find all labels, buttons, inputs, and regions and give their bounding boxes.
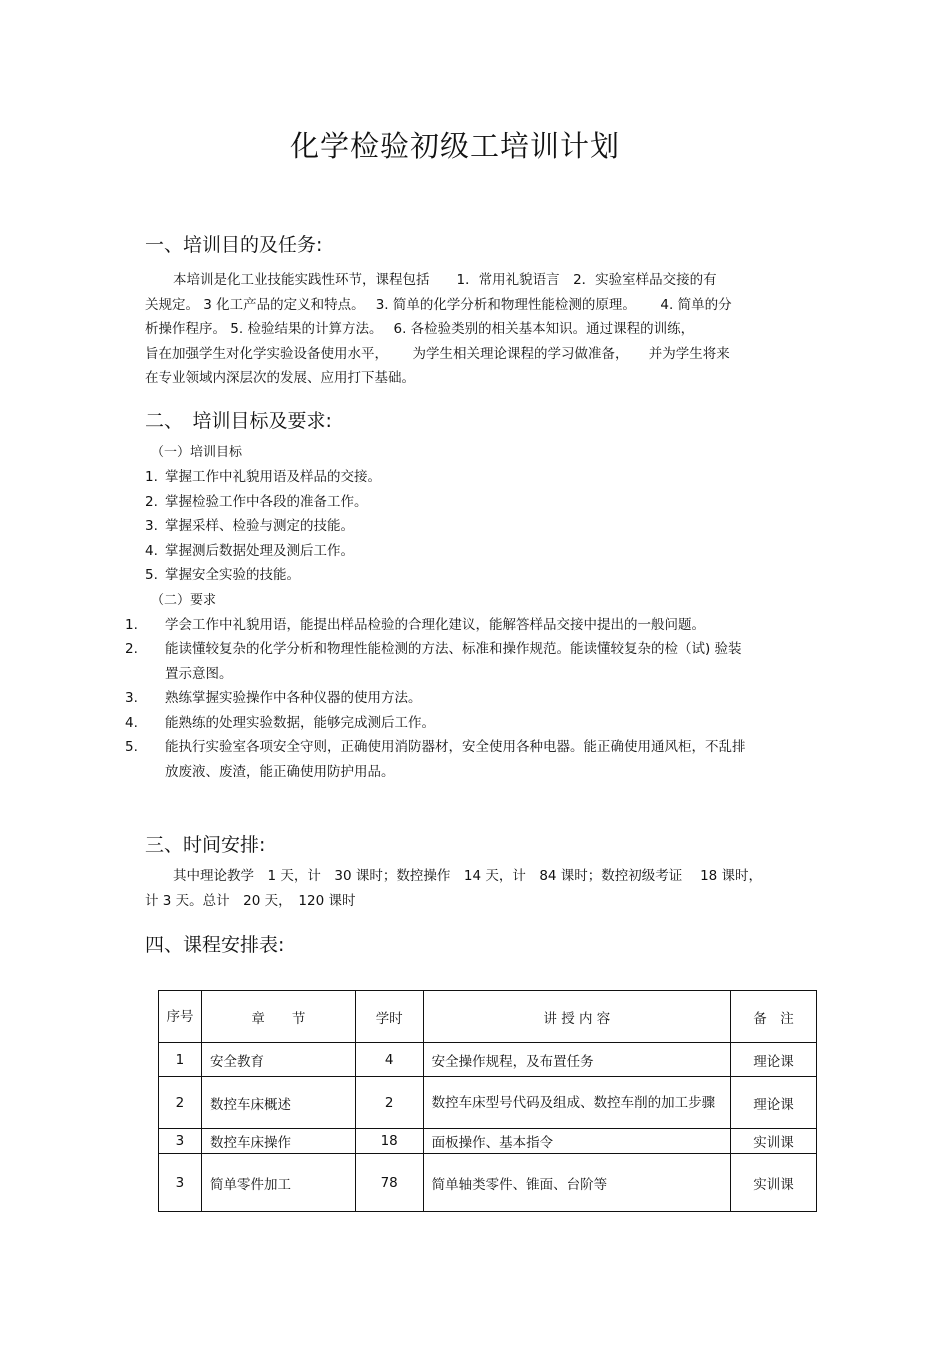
section1-heading: 一、培训目的及任务:: [145, 234, 323, 256]
header-cell-hours: 学时: [355, 991, 423, 1043]
header-cell-chapter: 章 节: [201, 991, 355, 1043]
section3-heading: 三、时间安排:: [145, 834, 266, 856]
section1-line: 在专业领域内深层次的发展、应用打下基础。: [145, 370, 415, 386]
table-header-row: [159, 991, 817, 1043]
goal-item: 3. 掌握采样、检验与测定的技能。: [145, 518, 354, 534]
section2-heading: 二、 培训目标及要求:: [145, 410, 332, 432]
requirement-item: 2. 能读懂较复杂的化学分析和物理性能检测的方法、标准和操作规范。能读懂较复杂的检（试) 验装置示意图。: [125, 641, 742, 682]
section1-paragraph: [145, 268, 805, 391]
requirement-item: 5. 能执行实验室各项安全守则，正确使用消防器材，安全使用各种电器。能正确使用通风柜，不乱排放废液、废渣，能正确使用防护用品。: [125, 739, 746, 780]
cell-chapter: 数控车床概述: [201, 1077, 355, 1129]
header-cell-notes: 备 注: [731, 991, 817, 1043]
requirement-item: 3. 熟练掌握实验操作中各种仪器的使用方法。: [125, 690, 422, 706]
cell-content: 安全操作规程，及布置任务: [423, 1043, 730, 1077]
section1-line: 旨在加强学生对化学实验设备使用水平， 为学生相关理论课程的学习做准备， 并为学生将来: [145, 345, 730, 362]
cell-hours: 78: [355, 1154, 423, 1212]
cell-index: 3: [159, 1154, 202, 1212]
table-row: [159, 1043, 817, 1077]
table-row: [159, 1154, 817, 1212]
cell-chapter: 数控车床操作: [201, 1129, 355, 1154]
cell-notes: 理论课: [731, 1077, 817, 1129]
cell-notes: 理论课: [731, 1043, 817, 1077]
section1-line: 关规定。 3 化工产品的定义和特点。 3. 简单的化学分析和物理性能检测的原理。 4. 简单的分: [145, 296, 732, 313]
goal-item: 2. 掌握检验工作中各段的准备工作。: [145, 493, 368, 510]
cell-notes: 实训课: [731, 1129, 817, 1154]
cell-content: 简单轴类零件、锥面、台阶等: [423, 1154, 730, 1212]
cell-chapter: 简单零件加工: [201, 1154, 355, 1212]
course-schedule-table: [158, 990, 817, 1212]
goal-item: 1. 掌握工作中礼貌用语及样品的交接。: [145, 469, 381, 485]
section1-line: 本培训是化工业技能实践性环节，课程包括 1．常用礼貌语言 2．实验室样品交接的有: [173, 272, 717, 288]
section2-list: [125, 440, 746, 784]
goals-subheading: （一）培训目标: [151, 445, 243, 460]
cell-chapter: 安全教育: [201, 1043, 355, 1077]
cell-index: 3: [159, 1129, 202, 1154]
cell-content: 数控车床型号代码及组成、数控车削的加工步骤: [423, 1077, 730, 1129]
cell-content: 面板操作、基本指令: [423, 1129, 730, 1154]
goal-item: 5. 掌握安全实验的技能。: [145, 567, 300, 583]
cell-index: 1: [159, 1043, 202, 1077]
requirements-subheading: （二）要求: [151, 592, 217, 608]
section3-line: 其中理论教学 1 天，计 30 课时；数控操作 14 天，计 84 课时；数控初级考证 18 课时，: [173, 868, 763, 884]
section3-paragraph: [145, 864, 805, 913]
requirement-item: 4. 能熟练的处理实验数据，能够完成测后工作。: [125, 714, 435, 731]
section3-line: 计 3 天。总计 20 天， 120 课时: [145, 892, 356, 909]
section4-heading: 四、课程安排表:: [145, 934, 285, 956]
cell-hours: 18: [355, 1129, 423, 1154]
table-row: [159, 1077, 817, 1129]
section1-line: 析操作程序。 5. 检验结果的计算方法。 6. 各检验类别的相关基本知识。通过课程的训练，: [145, 321, 695, 337]
cell-index: 2: [159, 1077, 202, 1129]
cell-hours: 2: [355, 1077, 423, 1129]
table-row: [159, 1129, 817, 1154]
requirement-item: 1. 学会工作中礼貌用语，能提出样品检验的合理化建议，能解答样品交接中提出的一般问题。: [125, 616, 705, 633]
cell-hours: 4: [355, 1043, 423, 1077]
page-title: 化学检验初级工培训计划: [289, 129, 620, 163]
goal-item: 4. 掌握测后数据处理及测后工作。: [145, 542, 354, 559]
header-cell-index: 序号: [159, 991, 202, 1043]
cell-notes: 实训课: [731, 1154, 817, 1212]
header-cell-content: 讲 授 内 容: [423, 991, 730, 1043]
